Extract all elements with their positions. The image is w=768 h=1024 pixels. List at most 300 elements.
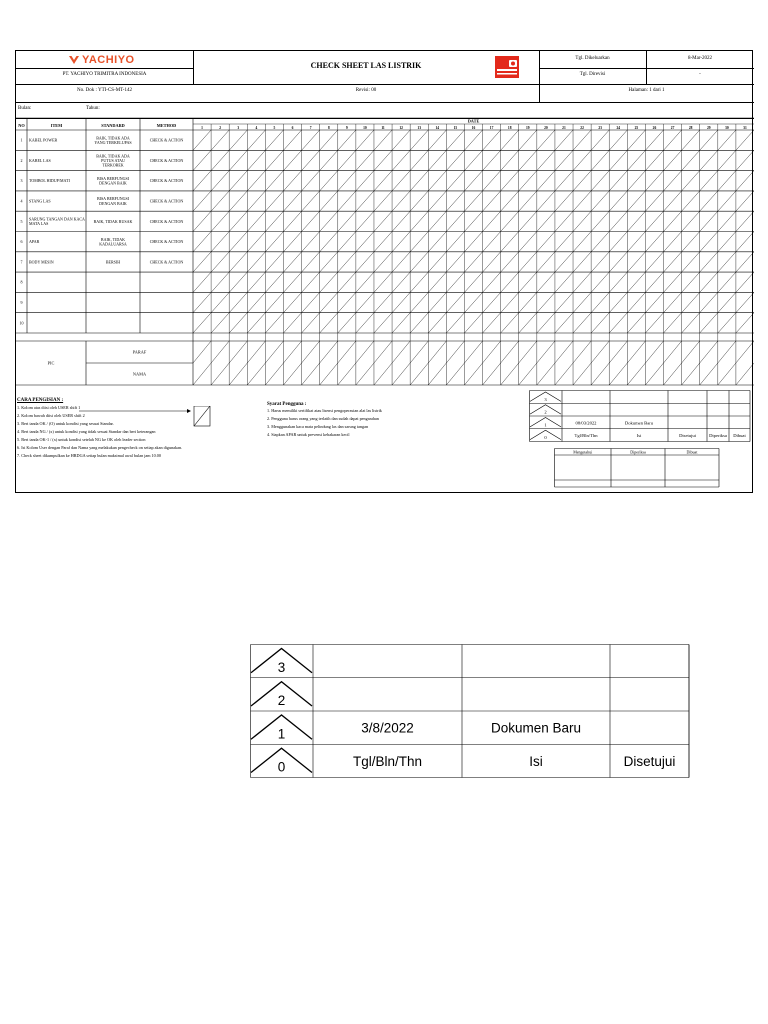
check-cell-diagonal [627,313,645,333]
date-number: 1 [201,126,203,130]
check-cell-diagonal [247,272,265,292]
row-method: CHECK & ACTION [149,218,184,224]
row-method: CHECK & ACTION [149,178,184,184]
check-cell-diagonal [428,272,446,292]
check-cell-diagonal [211,252,229,272]
check-cell-diagonal [664,191,682,211]
check-cell-diagonal [193,171,211,191]
pic-cell-diagonal [302,341,320,363]
check-cell-diagonal [193,130,211,150]
check-cell-diagonal [211,211,229,231]
check-cell-diagonal [446,130,464,150]
pic-cell-diagonal [591,363,609,385]
check-cell-diagonal [356,272,374,292]
check-cell-diagonal [537,232,555,252]
check-cell-diagonal [302,171,320,191]
row-standard: DENGAN BAIK [99,180,127,186]
pic-cell-diagonal [193,363,211,385]
check-cell-diagonal [410,191,428,211]
check-cell-diagonal [193,252,211,272]
revision-approved: Disetujui [623,753,676,769]
revision-content: Isi [636,433,642,439]
check-cell-diagonal [320,292,338,312]
date-number: 13 [417,126,422,130]
check-cell-diagonal [555,150,573,170]
check-cell-diagonal [591,232,609,252]
pic-cell-diagonal [320,363,338,385]
check-cell-diagonal [446,272,464,292]
date-number: 11 [381,126,385,130]
pic-cell-diagonal [283,341,301,363]
date-number: 2 [219,126,222,130]
check-cell-diagonal [338,313,356,333]
check-cell-diagonal [573,150,591,170]
check-cell-diagonal [229,292,247,312]
header-date: DATE [467,118,480,124]
check-cell-diagonal [374,171,392,191]
check-cell-diagonal [682,313,700,333]
check-cell-diagonal [446,171,464,191]
check-cell-diagonal [537,252,555,272]
check-cell-diagonal [410,232,428,252]
check-cell-diagonal [664,171,682,191]
check-cell-diagonal [501,313,519,333]
nama-label: NAMA [132,371,147,377]
check-cell-diagonal [338,150,356,170]
check-cell-diagonal [519,211,537,231]
check-cell-diagonal [573,292,591,312]
check-cell-diagonal [283,191,301,211]
check-cell-diagonal [555,171,573,191]
row-standard: BISA BERFUNGSI [96,196,130,202]
check-cell-diagonal [609,292,627,312]
check-cell-diagonal [338,252,356,272]
check-cell-diagonal [555,191,573,211]
check-cell-diagonal [265,252,283,272]
check-cell-diagonal [645,211,663,231]
check-cell-diagonal [247,191,265,211]
check-cell-diagonal [718,150,736,170]
check-cell-diagonal [700,191,718,211]
check-cell-diagonal [338,211,356,231]
pic-cell-diagonal [537,341,555,363]
check-cell-diagonal [609,171,627,191]
instruction-item: 7. Check sheet dikumpulkan ke HRDGA setiap bulan maksimal awal bulan jam 10.00 [17,453,161,458]
pic-cell-diagonal [700,363,718,385]
revision-date: Tgl/Bln/Thn [352,753,423,769]
check-cell-diagonal [718,252,736,272]
revision-date: 3/8/2022 [361,720,414,736]
check-cell-diagonal [392,252,410,272]
check-cell-diagonal [356,313,374,333]
check-cell-diagonal [464,252,482,272]
check-cell-diagonal [446,232,464,252]
date-number: 6 [291,126,294,130]
check-cell-diagonal [247,130,265,150]
check-cell-diagonal [627,252,645,272]
revision-label: Revisi: 00 [355,88,377,93]
revision-number: 1 [277,726,286,742]
check-cell-diagonal [501,292,519,312]
revision-number: 0 [544,435,547,441]
check-cell-diagonal [265,171,283,191]
check-cell-diagonal [320,313,338,333]
instruction-item: 6. Isi Kolom User dengan Paraf dan Nama yang melakukan pengecheck on setiap akan digunakan. [17,445,183,450]
check-cell-diagonal [573,211,591,231]
check-cell-diagonal [664,313,682,333]
check-cell-diagonal [428,252,446,272]
check-cell-diagonal [374,191,392,211]
check-cell-diagonal [392,171,410,191]
date-number: 10 [363,126,367,130]
check-cell-diagonal [247,252,265,272]
requirement-item: 1. Harus memiliki sertifikat atau lisensi pengoperasian alat las listrik [267,408,382,413]
check-sheet [15,50,753,493]
check-cell-diagonal [682,150,700,170]
revision-number: 2 [544,409,547,415]
pic-cell-diagonal [193,341,211,363]
check-cell-diagonal [700,272,718,292]
date-number: 12 [399,126,403,130]
check-cell-diagonal [283,272,301,292]
check-cell-diagonal [519,313,537,333]
row-item: APAR [29,239,40,245]
check-cell-diagonal [555,232,573,252]
check-cell-diagonal [229,191,247,211]
check-cell-diagonal [645,150,663,170]
check-cell-diagonal [519,232,537,252]
check-cell-diagonal [446,191,464,211]
check-cell-diagonal [609,130,627,150]
pic-cell-diagonal [501,363,519,385]
check-cell-diagonal [229,252,247,272]
check-cell-diagonal [609,272,627,292]
pic-cell-diagonal [718,363,736,385]
pic-cell-diagonal [555,341,573,363]
requirement-item: 4. Siapkan APAR untuk prevensi kebakaran kecil [267,432,350,437]
check-cell-diagonal [682,211,700,231]
row-item: STANG LAS [29,198,51,204]
check-cell-diagonal [627,130,645,150]
check-cell-diagonal [645,171,663,191]
check-cell-diagonal [519,191,537,211]
check-cell-diagonal [682,191,700,211]
revision-approved: Disetujui [679,433,696,439]
check-cell-diagonal [428,150,446,170]
row-number: 3 [20,178,23,184]
check-cell-diagonal [410,130,428,150]
pic-cell-diagonal [410,341,428,363]
check-cell-diagonal [645,130,663,150]
check-cell-diagonal [302,292,320,312]
row-standard: BAIK, TIDAK ADA [96,153,130,159]
check-cell-diagonal [736,272,754,292]
check-cell-diagonal [392,150,410,170]
check-cell-diagonal [519,272,537,292]
requirement-item: 2. Pengguna harus orang yang terlatih dan sudah dapat pengarahan [267,416,379,421]
check-cell-diagonal [229,211,247,231]
instruction-item: 4. Beri tanda NG / (x) untuk kondisi yang tidak sesuai Standar dan beri keterangan [17,429,156,434]
check-cell-diagonal [374,130,392,150]
date-number: 20 [544,126,548,130]
row-item: MATA LAS [29,221,49,227]
check-cell-diagonal [519,150,537,170]
pic-cell-diagonal [519,363,537,385]
pic-cell-diagonal [736,341,754,363]
check-cell-diagonal [211,150,229,170]
revision-date: 08/03/2022 [575,420,597,426]
check-cell-diagonal [428,292,446,312]
check-cell-diagonal [627,171,645,191]
check-cell-diagonal [211,292,229,312]
check-cell-diagonal [283,232,301,252]
check-cell-diagonal [519,252,537,272]
check-cell-diagonal [320,150,338,170]
check-cell-diagonal [265,191,283,211]
requirements-title: Syarat Pengguna : [267,402,307,407]
check-cell-diagonal [302,130,320,150]
row-item: SARUNG TANGAN DAN KACA [29,216,85,222]
row-standard: BAIK, TIDAK ADA [96,135,130,141]
pic-cell-diagonal [736,363,754,385]
row-standard: BAIK, TIDAK [100,236,126,242]
row-standard: BAIK, TIDAK RUSAK [93,218,133,224]
issue-date-label: Tgl. Dikeluarkan [575,56,610,61]
check-cell-diagonal [501,232,519,252]
pic-cell-diagonal [410,363,428,385]
check-cell-diagonal [537,313,555,333]
check-cell-diagonal [410,150,428,170]
month-label: Bulan: [18,106,32,111]
check-cell-diagonal [410,272,428,292]
check-cell-diagonal [591,211,609,231]
date-number: 3 [237,126,240,130]
pic-cell-diagonal [664,341,682,363]
check-cell-diagonal [700,130,718,150]
check-cell-diagonal [736,150,754,170]
brand-name: YACHIYO [82,54,135,66]
check-cell-diagonal [609,211,627,231]
instruction-item: 1. Kolom atas diisi oleh USER shift 1 [17,405,81,410]
check-cell-diagonal [302,211,320,231]
pic-cell-diagonal [645,363,663,385]
check-cell-diagonal [537,191,555,211]
check-cell-diagonal [392,130,410,150]
check-cell-diagonal [338,171,356,191]
check-cell-diagonal [718,211,736,231]
row-number: 1 [20,137,23,143]
pic-cell-diagonal [682,363,700,385]
check-cell-diagonal [302,252,320,272]
check-cell-diagonal [211,313,229,333]
date-number: 17 [489,126,494,130]
check-cell-diagonal [302,191,320,211]
row-item: BODY MESIN [29,259,54,265]
check-cell-diagonal [265,292,283,312]
check-cell-diagonal [446,252,464,272]
check-cell-diagonal [338,191,356,211]
revision-checked: Diperiksa [709,433,727,439]
check-cell-diagonal [229,150,247,170]
pic-cell-diagonal [247,363,265,385]
date-number: 29 [706,126,711,130]
revision-content: Dokumen Baru [624,420,654,426]
check-cell-diagonal [501,150,519,170]
check-cell-diagonal [302,150,320,170]
check-cell-diagonal [736,252,754,272]
instruction-item: 2. Kolom bawah diisi oleh USER shift 2 [17,413,85,418]
check-cell-diagonal [573,232,591,252]
pic-cell-diagonal [700,341,718,363]
check-cell-diagonal [591,150,609,170]
check-cell-diagonal [718,171,736,191]
check-cell-diagonal [374,232,392,252]
pic-cell-diagonal [483,363,501,385]
check-cell-diagonal [573,130,591,150]
check-cell-diagonal [645,292,663,312]
check-cell-diagonal [555,252,573,272]
check-cell-diagonal [410,252,428,272]
pic-cell-diagonal [211,341,229,363]
approval-made: Dibuat [686,449,698,455]
check-cell-diagonal [664,252,682,272]
check-cell-diagonal [700,252,718,272]
row-standard: YANG TERKELUPAS [94,139,132,145]
check-cell-diagonal [374,211,392,231]
check-cell-diagonal [591,191,609,211]
check-cell-diagonal [664,232,682,252]
row-number: 5 [20,218,23,224]
check-cell-diagonal [537,171,555,191]
check-cell-diagonal [483,313,501,333]
check-cell-diagonal [483,292,501,312]
check-cell-diagonal [247,150,265,170]
header-item: ITEM [50,123,63,128]
check-cell-diagonal [682,272,700,292]
check-cell-diagonal [682,252,700,272]
check-cell-diagonal [501,272,519,292]
revision-number: 3 [544,396,547,402]
check-cell-diagonal [320,171,338,191]
check-cell-diagonal [573,313,591,333]
check-cell-diagonal [428,232,446,252]
check-cell-diagonal [700,292,718,312]
pic-cell-diagonal [338,363,356,385]
check-cell-diagonal [356,211,374,231]
check-cell-diagonal [193,272,211,292]
pic-cell-diagonal [229,341,247,363]
year-label: Tahun: [86,106,100,111]
row-item: KABEL LAS [29,157,51,163]
pic-cell-diagonal [591,341,609,363]
check-cell-diagonal [193,232,211,252]
pic-cell-diagonal [283,363,301,385]
check-cell-diagonal [682,171,700,191]
check-cell-diagonal [501,211,519,231]
check-cell-diagonal [483,232,501,252]
date-number: 7 [309,126,312,130]
check-cell-diagonal [229,272,247,292]
check-cell-diagonal [627,232,645,252]
issue-date-value: 8-Mar-2022 [687,56,713,61]
check-cell-diagonal [356,232,374,252]
revision-content: Dokumen Baru [490,720,582,736]
check-cell-diagonal [700,171,718,191]
check-cell-diagonal [555,211,573,231]
check-cell-diagonal [193,292,211,312]
revision-table [529,390,751,442]
paraf-label: PARAF [132,349,147,355]
check-cell-diagonal [247,171,265,191]
pic-cell-diagonal [428,341,446,363]
check-cell-diagonal [483,252,501,272]
row-standard: BISA BERFUNGSI [96,175,130,181]
check-cell-diagonal [573,171,591,191]
check-cell-diagonal [718,130,736,150]
check-cell-diagonal [392,211,410,231]
check-cell-diagonal [283,150,301,170]
check-cell-diagonal [247,232,265,252]
revision-made: Dibuat [733,433,746,439]
check-cell-diagonal [700,150,718,170]
check-cell-diagonal [320,191,338,211]
company-name: PT. YACHIYO TRIMITRA INDONESIA [62,72,147,77]
row-standard: PUTUS ATAU [101,157,125,163]
check-cell-diagonal [645,313,663,333]
check-cell-diagonal [645,272,663,292]
check-cell-diagonal [519,292,537,312]
check-cell-diagonal [356,252,374,272]
check-cell-diagonal [356,150,374,170]
check-cell-diagonal [446,211,464,231]
check-cell-diagonal [410,171,428,191]
check-cell-diagonal [483,191,501,211]
check-cell-diagonal [464,130,482,150]
row-standard: BERSIH [105,259,121,265]
check-cell-diagonal [627,150,645,170]
check-cell-diagonal [374,150,392,170]
check-cell-diagonal [374,292,392,312]
revision-number: 0 [277,759,286,775]
pic-label: PIC [47,360,55,366]
check-cell-diagonal [193,313,211,333]
check-cell-diagonal [591,130,609,150]
pic-cell-diagonal [265,341,283,363]
pic-cell-diagonal [555,363,573,385]
check-cell-diagonal [664,211,682,231]
check-cell-diagonal [428,211,446,231]
check-cell-diagonal [374,313,392,333]
check-cell-diagonal [645,191,663,211]
row-item: TOMBOL HIDUP/MATI [29,178,70,184]
check-cell-diagonal [265,313,283,333]
check-cell-diagonal [265,211,283,231]
row-method: CHECK & ACTION [149,239,184,245]
check-cell-diagonal [627,272,645,292]
pic-cell-diagonal [302,363,320,385]
check-cell-diagonal [700,313,718,333]
date-number: 26 [652,126,657,130]
check-cell-diagonal [664,130,682,150]
row-number: 8 [20,279,23,285]
revision-table-zoom [250,644,692,780]
check-cell-diagonal [374,252,392,272]
pic-cell-diagonal [247,341,265,363]
header-standard: STANDARD [101,123,125,128]
check-cell-diagonal [519,130,537,150]
check-cell-diagonal [464,191,482,211]
check-cell-diagonal [573,272,591,292]
